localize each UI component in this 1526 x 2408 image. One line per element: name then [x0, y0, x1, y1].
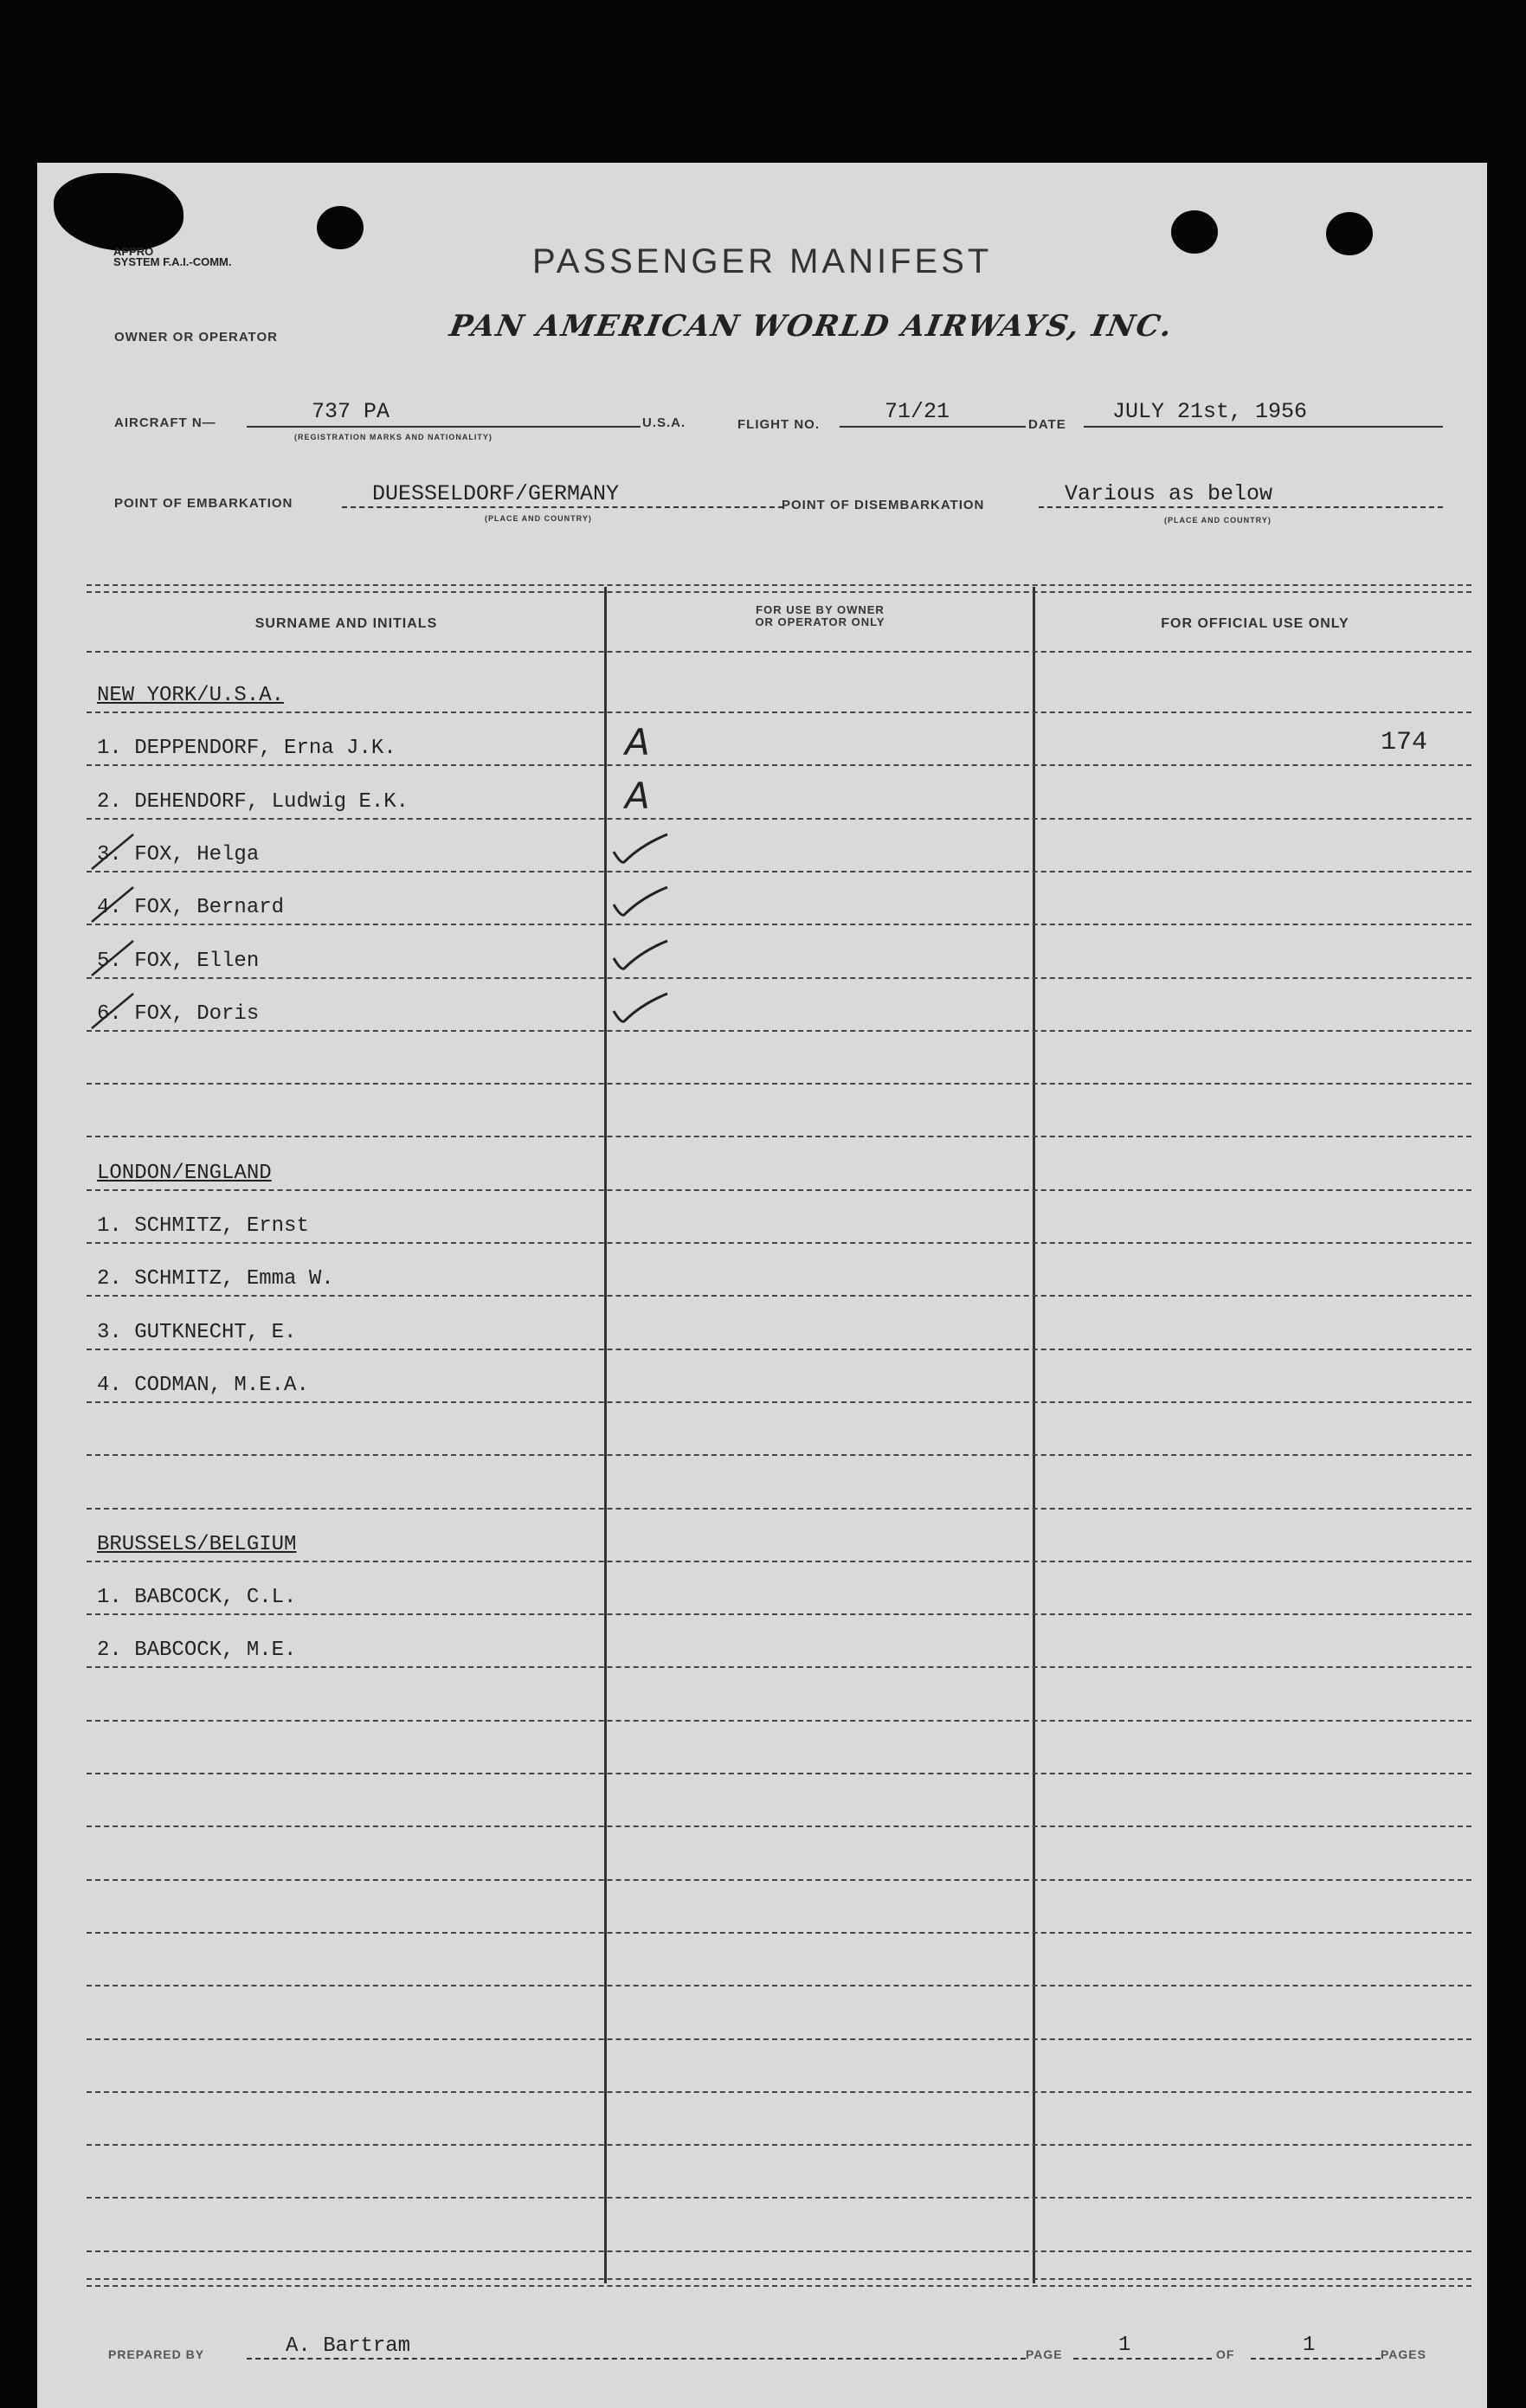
passenger-name: 3. FOX, Helga	[97, 842, 260, 866]
passenger-name: 6. FOX, Doris	[97, 1001, 260, 1026]
row-rule	[87, 1083, 1471, 1085]
row-rule	[87, 1189, 1471, 1191]
row-rule	[87, 871, 1471, 872]
row-rule	[87, 1613, 1471, 1615]
checkmark-icon	[610, 937, 671, 976]
passenger-name: 3. GUTKNECHT, E.	[97, 1320, 297, 1344]
approval-stamp: APPRO SYSTEM F.A.I.-COMM.	[113, 245, 232, 268]
of-label: OF	[1216, 2347, 1235, 2361]
punch-hole-right-2	[1326, 212, 1373, 255]
col-header-surname: SURNAME AND INITIALS	[254, 616, 438, 631]
row-rule	[87, 1561, 1471, 1562]
destination-heading: NEW YORK/U.S.A.	[97, 684, 285, 707]
flight-underline	[840, 426, 1026, 428]
column-divider-2	[1033, 587, 1035, 2283]
handwritten-a-mark: A	[625, 721, 650, 764]
row-rule	[87, 2144, 1471, 2146]
aircraft-value: 737 PA	[312, 399, 390, 424]
embark-label: POINT OF EMBARKATION	[114, 496, 293, 511]
row-rule	[87, 1825, 1471, 1827]
aircraft-sub: (REGISTRATION MARKS AND NATIONALITY)	[294, 433, 493, 441]
page-label: PAGE	[1026, 2347, 1063, 2361]
row-rule	[87, 1773, 1471, 1774]
page-title: PASSENGER MANIFEST	[532, 242, 993, 280]
prepared-value: A. Bartram	[286, 2334, 411, 2358]
destination-heading: BRUSSELS/BELGIUM	[97, 1532, 297, 1556]
date-label: DATE	[1028, 417, 1066, 432]
tick-slash-icon	[87, 937, 138, 981]
disembark-underline	[1039, 506, 1443, 508]
row-rule	[87, 1666, 1471, 1668]
of-underline	[1251, 2358, 1381, 2360]
official-number: 174	[1381, 728, 1428, 758]
flight-value: 71/21	[885, 399, 950, 424]
row-rule	[87, 1985, 1471, 1986]
passenger-name: 4. CODMAN, M.E.A.	[97, 1373, 309, 1397]
disembark-label: POINT OF DISEMBARKATION	[782, 498, 985, 512]
punch-hole-right-1	[1171, 210, 1218, 254]
destination-heading: LONDON/ENGLAND	[97, 1161, 272, 1185]
pages-label: PAGES	[1381, 2347, 1426, 2361]
passenger-name: 1. BABCOCK, C.L.	[97, 1586, 297, 1610]
col-header-owner: FOR USE BY OWNER OR OPERATOR ONLY	[755, 603, 885, 628]
row-rule	[87, 2091, 1471, 2093]
passenger-name: 1. DEPPENDORF, Erna J.K.	[97, 737, 396, 761]
col-header-official: FOR OFFICIAL USE ONLY	[1161, 616, 1349, 631]
passenger-name: 1. SCHMITZ, Ernst	[97, 1214, 309, 1238]
usa-label: U.S.A.	[642, 415, 686, 430]
page-underline	[1073, 2358, 1212, 2360]
checkmark-icon	[610, 990, 671, 1029]
disembark-sub: (PLACE AND COUNTRY)	[1164, 516, 1272, 525]
table-bottom-rule-1	[87, 2278, 1471, 2280]
page-value: 1	[1118, 2334, 1131, 2357]
embark-sub: (PLACE AND COUNTRY)	[485, 514, 592, 523]
row-rule	[87, 1932, 1471, 1934]
row-rule	[87, 2197, 1471, 2199]
punch-hole-left	[317, 206, 364, 249]
row-rule	[87, 764, 1471, 766]
header-bottom-rule	[87, 651, 1471, 653]
date-underline	[1084, 426, 1443, 428]
handwritten-a-mark: A	[625, 774, 650, 817]
row-rule	[87, 1136, 1471, 1137]
row-rule	[87, 2250, 1471, 2252]
row-rule	[87, 1030, 1471, 1032]
row-rule	[87, 1242, 1471, 1244]
checkmark-icon	[610, 831, 671, 870]
row-rule	[87, 1508, 1471, 1510]
prepared-underline	[247, 2358, 1026, 2360]
row-rule	[87, 711, 1471, 713]
row-rule	[87, 2038, 1471, 2040]
owner-label: OWNER OR OPERATOR	[114, 330, 278, 344]
aircraft-label: AIRCRAFT N—	[114, 415, 216, 430]
prepared-label: PREPARED BY	[108, 2347, 205, 2361]
row-rule	[87, 818, 1471, 820]
checkmark-icon	[610, 884, 671, 923]
flight-label: FLIGHT NO.	[737, 417, 820, 432]
embark-underline	[342, 506, 783, 508]
tick-slash-icon	[87, 884, 138, 927]
table-bottom-rule-2	[87, 2285, 1471, 2287]
row-rule	[87, 1295, 1471, 1297]
row-rule	[87, 977, 1471, 979]
date-value: JULY 21st, 1956	[1112, 399, 1308, 424]
tick-slash-icon	[87, 831, 138, 874]
tick-slash-icon	[87, 990, 138, 1033]
column-divider-1	[604, 587, 607, 2283]
disembark-value: Various as below	[1065, 481, 1273, 506]
passenger-name: 2. BABCOCK, M.E.	[97, 1639, 297, 1663]
passenger-name: 2. SCHMITZ, Emma W.	[97, 1267, 334, 1291]
row-rule	[87, 1349, 1471, 1350]
passenger-name: 2. DEHENDORF, Ludwig E.K.	[97, 789, 409, 814]
table-top-rule-1	[87, 584, 1471, 586]
row-rule	[87, 1879, 1471, 1881]
row-rule	[87, 1454, 1471, 1456]
table-top-rule-2	[87, 591, 1471, 593]
passenger-name: 4. FOX, Bernard	[97, 896, 285, 920]
aircraft-underline	[247, 426, 641, 428]
passenger-name: 5. FOX, Ellen	[97, 949, 260, 973]
of-value: 1	[1303, 2334, 1316, 2357]
embark-value: DUESSELDORF/GERMANY	[372, 481, 620, 506]
company-name: PAN AMERICAN WORLD AIRWAYS, INC.	[447, 309, 1176, 344]
row-rule	[87, 1720, 1471, 1722]
row-rule	[87, 1401, 1471, 1403]
row-rule	[87, 924, 1471, 925]
